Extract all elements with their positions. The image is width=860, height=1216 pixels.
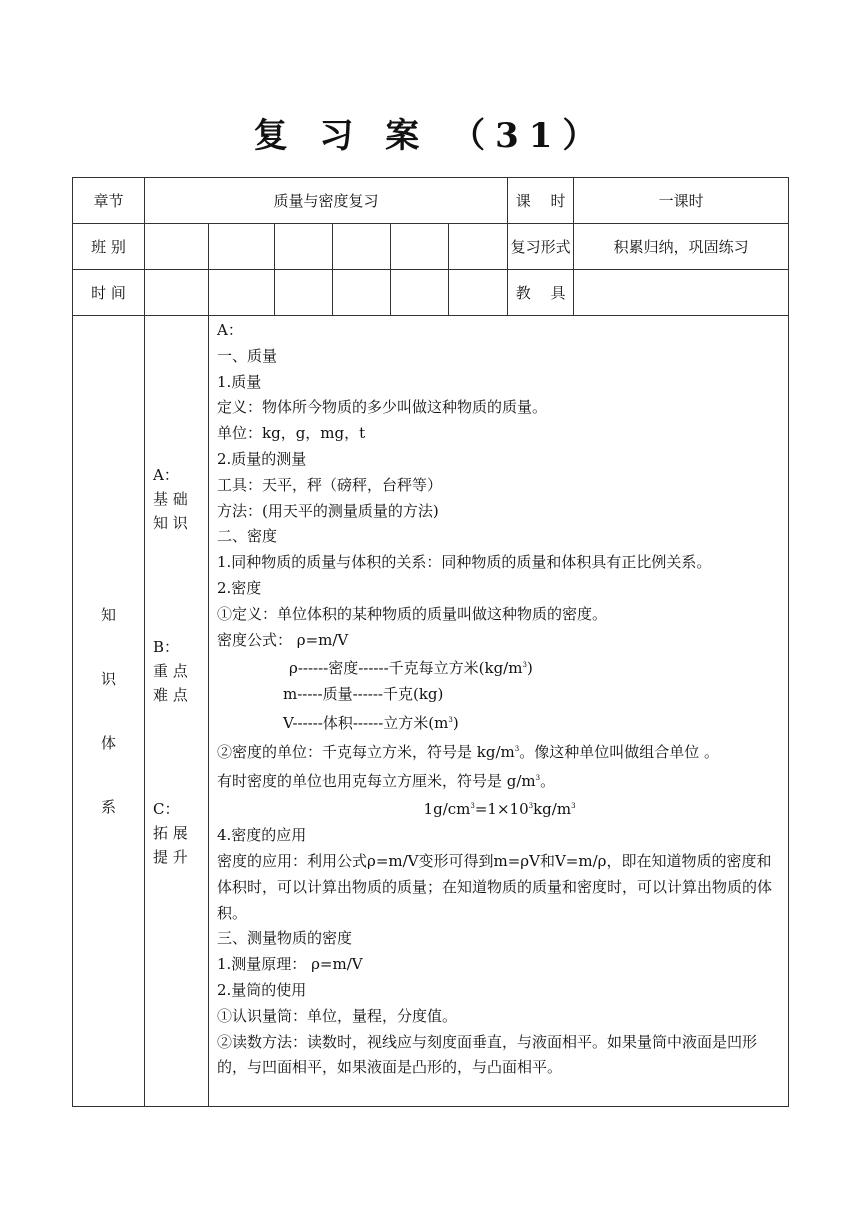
- level-c-tag: C：: [153, 800, 180, 818]
- formula-legend-m: m-----质量------千克(kg): [283, 685, 444, 704]
- content-line: 2.量筒的使用: [217, 980, 307, 999]
- content-line: ②密度的单位：千克每立方米，符号是 $kg/m^3$。像这种单位叫做组合单位 。: [217, 742, 719, 761]
- content-line: 4.密度的应用: [217, 826, 307, 845]
- content-line: 1.质量: [217, 372, 262, 391]
- level-c-line1: 拓 展: [153, 824, 188, 842]
- level-c-line2: 提 升: [153, 848, 188, 866]
- class-cell-4: [333, 224, 391, 270]
- tools-label: 教 具: [508, 270, 574, 316]
- content-line: 有时密度的单位也用克每立方厘米，符号是 $g/m^3$。: [217, 771, 556, 790]
- content-area: [209, 316, 789, 1107]
- tools-value: [574, 270, 789, 316]
- time-cell-4: [333, 270, 391, 316]
- knowledge-row: [73, 316, 789, 1107]
- form-label: 复习形式: [508, 224, 574, 270]
- time-label: 时 间: [73, 270, 145, 316]
- level-b: [153, 635, 200, 707]
- level-a: [153, 463, 200, 535]
- density-formula: 密度公式： ρ=m/V: [217, 630, 349, 649]
- form-value: 积累归纳，巩固练习: [574, 224, 789, 270]
- class-cell-2: [209, 224, 275, 270]
- content-paragraph: 1.同种物质的质量与体积的关系：同种物质的质量和体积具有正比例关系。: [217, 553, 712, 572]
- time-cell-5: [391, 270, 449, 316]
- time-cell-6: [449, 270, 508, 316]
- class-label: 班 别: [73, 224, 145, 270]
- level-a-tag: A：: [153, 466, 179, 484]
- unit-conversion: $1g/cm^3=1\times 10^3kg/m^3$: [423, 800, 576, 819]
- content-line: ①认识量筒：单位，量程，分度值。: [217, 1006, 458, 1025]
- time-cell-1: [145, 270, 209, 316]
- period-value: 一课时: [574, 178, 789, 224]
- section-heading-mass: 一、质量: [217, 346, 278, 365]
- header-row-class: [73, 224, 789, 270]
- content-paragraph: 密度的应用：利用公式ρ=m/V变形可得到m=ρV和V=m/ρ，即在知道物质的密度和体积时，可以计算出物质的质量；在知道物质的质量和密度时，可以计算出物质的体积。: [217, 851, 773, 922]
- level-c: [153, 797, 200, 869]
- content-line: 2.质量的测量: [217, 449, 307, 468]
- time-cell-3: [275, 270, 333, 316]
- content-line: 方法：(用天平的测量质量的方法): [217, 501, 439, 520]
- header-row-chapter: [73, 178, 789, 224]
- content-line: 2.密度: [217, 578, 262, 597]
- level-labels: [145, 316, 209, 1107]
- content-line: 1.测量原理： ρ=m/V: [217, 955, 363, 974]
- class-cell-3: [275, 224, 333, 270]
- content-paragraph: ②读数方法：读数时，视线应与刻度面垂直，与液面相平。如果量筒中液面是凹形的，与凹面相平，如果液面是凸形的，与凸面相平。: [217, 1032, 758, 1077]
- content-line: 工具：天平，秤（磅秤，台秤等）: [217, 475, 443, 494]
- side-char-3: 体: [100, 734, 116, 752]
- formula-legend-rho: ρ------密度------千克每立方米$(kg/m^3)$: [289, 659, 533, 678]
- level-b-tag: B：: [153, 638, 180, 656]
- header-row-time: [73, 270, 789, 316]
- page-title: 复 习 案 （31）: [253, 116, 607, 156]
- period-label: 课 时: [508, 178, 574, 224]
- lesson-table: [72, 177, 789, 1107]
- content-line: ①定义：单位体积的某种物质的质量叫做这种物质的密度。: [217, 604, 608, 623]
- level-b-line2: 难 点: [153, 686, 188, 704]
- chapter-value: 质量与密度复习: [145, 178, 508, 224]
- side-char-4: 系: [100, 798, 116, 816]
- section-heading-measure: 三、测量物质的密度: [217, 929, 353, 948]
- formula-legend-v: V------体积------立方米$(m^3)$: [283, 713, 459, 732]
- time-cell-2: [209, 270, 275, 316]
- content-line: 单位：kg，g，mg，t: [217, 424, 366, 443]
- class-cell-1: [145, 224, 209, 270]
- side-char-2: 识: [100, 670, 116, 688]
- side-char-1: 知: [100, 606, 116, 624]
- content-line: A：: [217, 321, 243, 339]
- class-cell-5: [391, 224, 449, 270]
- content-line: 定义：物体所今物质的多少叫做这种物质的质量。: [217, 398, 548, 417]
- section-heading-density: 二、密度: [217, 527, 278, 546]
- level-a-line2: 知 识: [153, 514, 188, 532]
- chapter-label: 章节: [73, 178, 145, 224]
- class-cell-6: [449, 224, 508, 270]
- knowledge-system-label: [73, 316, 145, 1107]
- level-a-line1: 基 础: [153, 490, 188, 508]
- level-b-line1: 重 点: [153, 662, 188, 680]
